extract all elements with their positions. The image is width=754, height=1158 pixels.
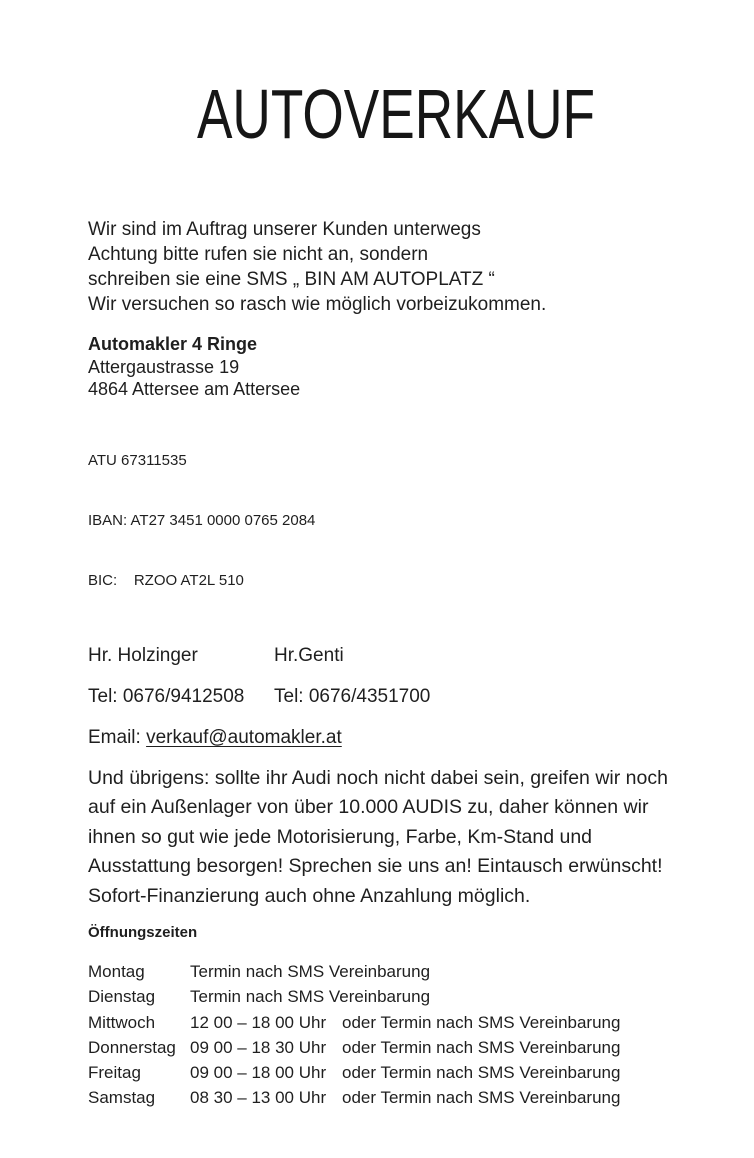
contact-phones-row	[88, 684, 704, 709]
intro-line: Achtung bitte rufen sie nicht an, sondern	[88, 244, 429, 265]
hours-time: 09 00 – 18 00 Uhr	[190, 1063, 327, 1083]
hours-time: 09 00 – 18 30 Uhr	[190, 1037, 327, 1057]
contact-name-1: Hr. Holzinger	[88, 644, 198, 666]
hours-time: Termin nach SMS Vereinbarung	[190, 987, 431, 1007]
email-label: Email:	[88, 726, 147, 748]
hours-note	[342, 984, 704, 1009]
hours-day: Mittwoch	[88, 1012, 156, 1032]
hours-note: oder Termin nach SMS Vereinbarung	[342, 1063, 621, 1083]
hours-note	[342, 959, 704, 984]
atu-number: ATU 67311535	[88, 451, 187, 469]
pitch-line: Und übrigens: sollte ihr Audi noch nicht dabei sein, greifen wir noch	[88, 766, 668, 789]
document-page	[0, 75, 754, 1158]
company-address-block	[88, 333, 704, 401]
hours-row-freitag	[88, 1060, 704, 1085]
hours-day: Samstag	[88, 1088, 156, 1108]
hours-note: oder Termin nach SMS Vereinbarung	[342, 1037, 621, 1057]
hours-day: Donnerstag	[88, 1037, 176, 1057]
pitch-line: Ausstattung besorgen! Sprechen sie uns an! Eintausch erwünscht!	[88, 855, 663, 877]
pitch-line: ihnen so gut wie jede Motorisierung, Farbe, Km-Stand und	[88, 825, 593, 848]
email-row	[88, 725, 704, 750]
hours-day: Dienstag	[88, 987, 156, 1007]
hours-note: oder Termin nach SMS Vereinbarung	[342, 1012, 621, 1032]
hours-day: Freitag	[88, 1063, 141, 1083]
pitch-line: auf ein Außenlager von über 10.000 AUDIS zu, daher können wir	[88, 796, 649, 818]
intro-line: schreiben sie eine SMS „ BIN AM AUTOPLATZ “	[88, 269, 495, 290]
intro-line: Wir versuchen so rasch wie möglich vorbeizukommen.	[88, 294, 547, 315]
hours-row-mittwoch	[88, 1010, 704, 1035]
bank-details-block	[88, 411, 704, 631]
iban-number: IBAN: AT27 3451 0000 0765 2084	[88, 511, 316, 529]
contact-phone-2: Tel: 0676/4351700	[274, 685, 431, 707]
company-street: Attergaustrasse 19	[88, 356, 240, 377]
hours-row-dienstag	[88, 984, 704, 1009]
hours-time: Termin nach SMS Vereinbarung	[190, 962, 431, 981]
hours-row-samstag	[88, 1085, 704, 1110]
bic-number: BIC: RZOO AT2L 510	[88, 571, 244, 589]
hours-day: Montag	[88, 962, 145, 981]
page-title: AUTOVERKAUF	[196, 75, 596, 153]
opening-hours-table	[88, 959, 704, 1111]
hours-time: 12 00 – 18 00 Uhr	[190, 1012, 327, 1032]
contact-name-2: Hr.Genti	[274, 644, 344, 666]
sales-pitch-paragraph	[88, 764, 704, 912]
intro-line: Wir sind im Auftrag unserer Kunden unterwegs	[88, 219, 481, 240]
opening-hours-heading: Öffnungszeiten	[88, 924, 198, 941]
contact-phone-1: Tel: 0676/9412508	[88, 685, 245, 707]
company-city: 4864 Attersee am Attersee	[88, 379, 301, 399]
hours-row-donnerstag	[88, 1035, 704, 1060]
pitch-line: Sofort-Finanzierung auch ohne Anzahlung möglich.	[88, 884, 531, 907]
company-name: Automakler 4 Ringe	[88, 334, 258, 354]
email-link[interactable]: verkauf@automakler.at	[146, 726, 342, 748]
intro-paragraph	[88, 217, 704, 317]
hours-row-montag	[88, 959, 704, 984]
hours-time: 08 30 – 13 00 Uhr	[190, 1088, 327, 1108]
hours-note: oder Termin nach SMS Vereinbarung	[342, 1088, 621, 1108]
contact-names-row	[88, 643, 704, 668]
